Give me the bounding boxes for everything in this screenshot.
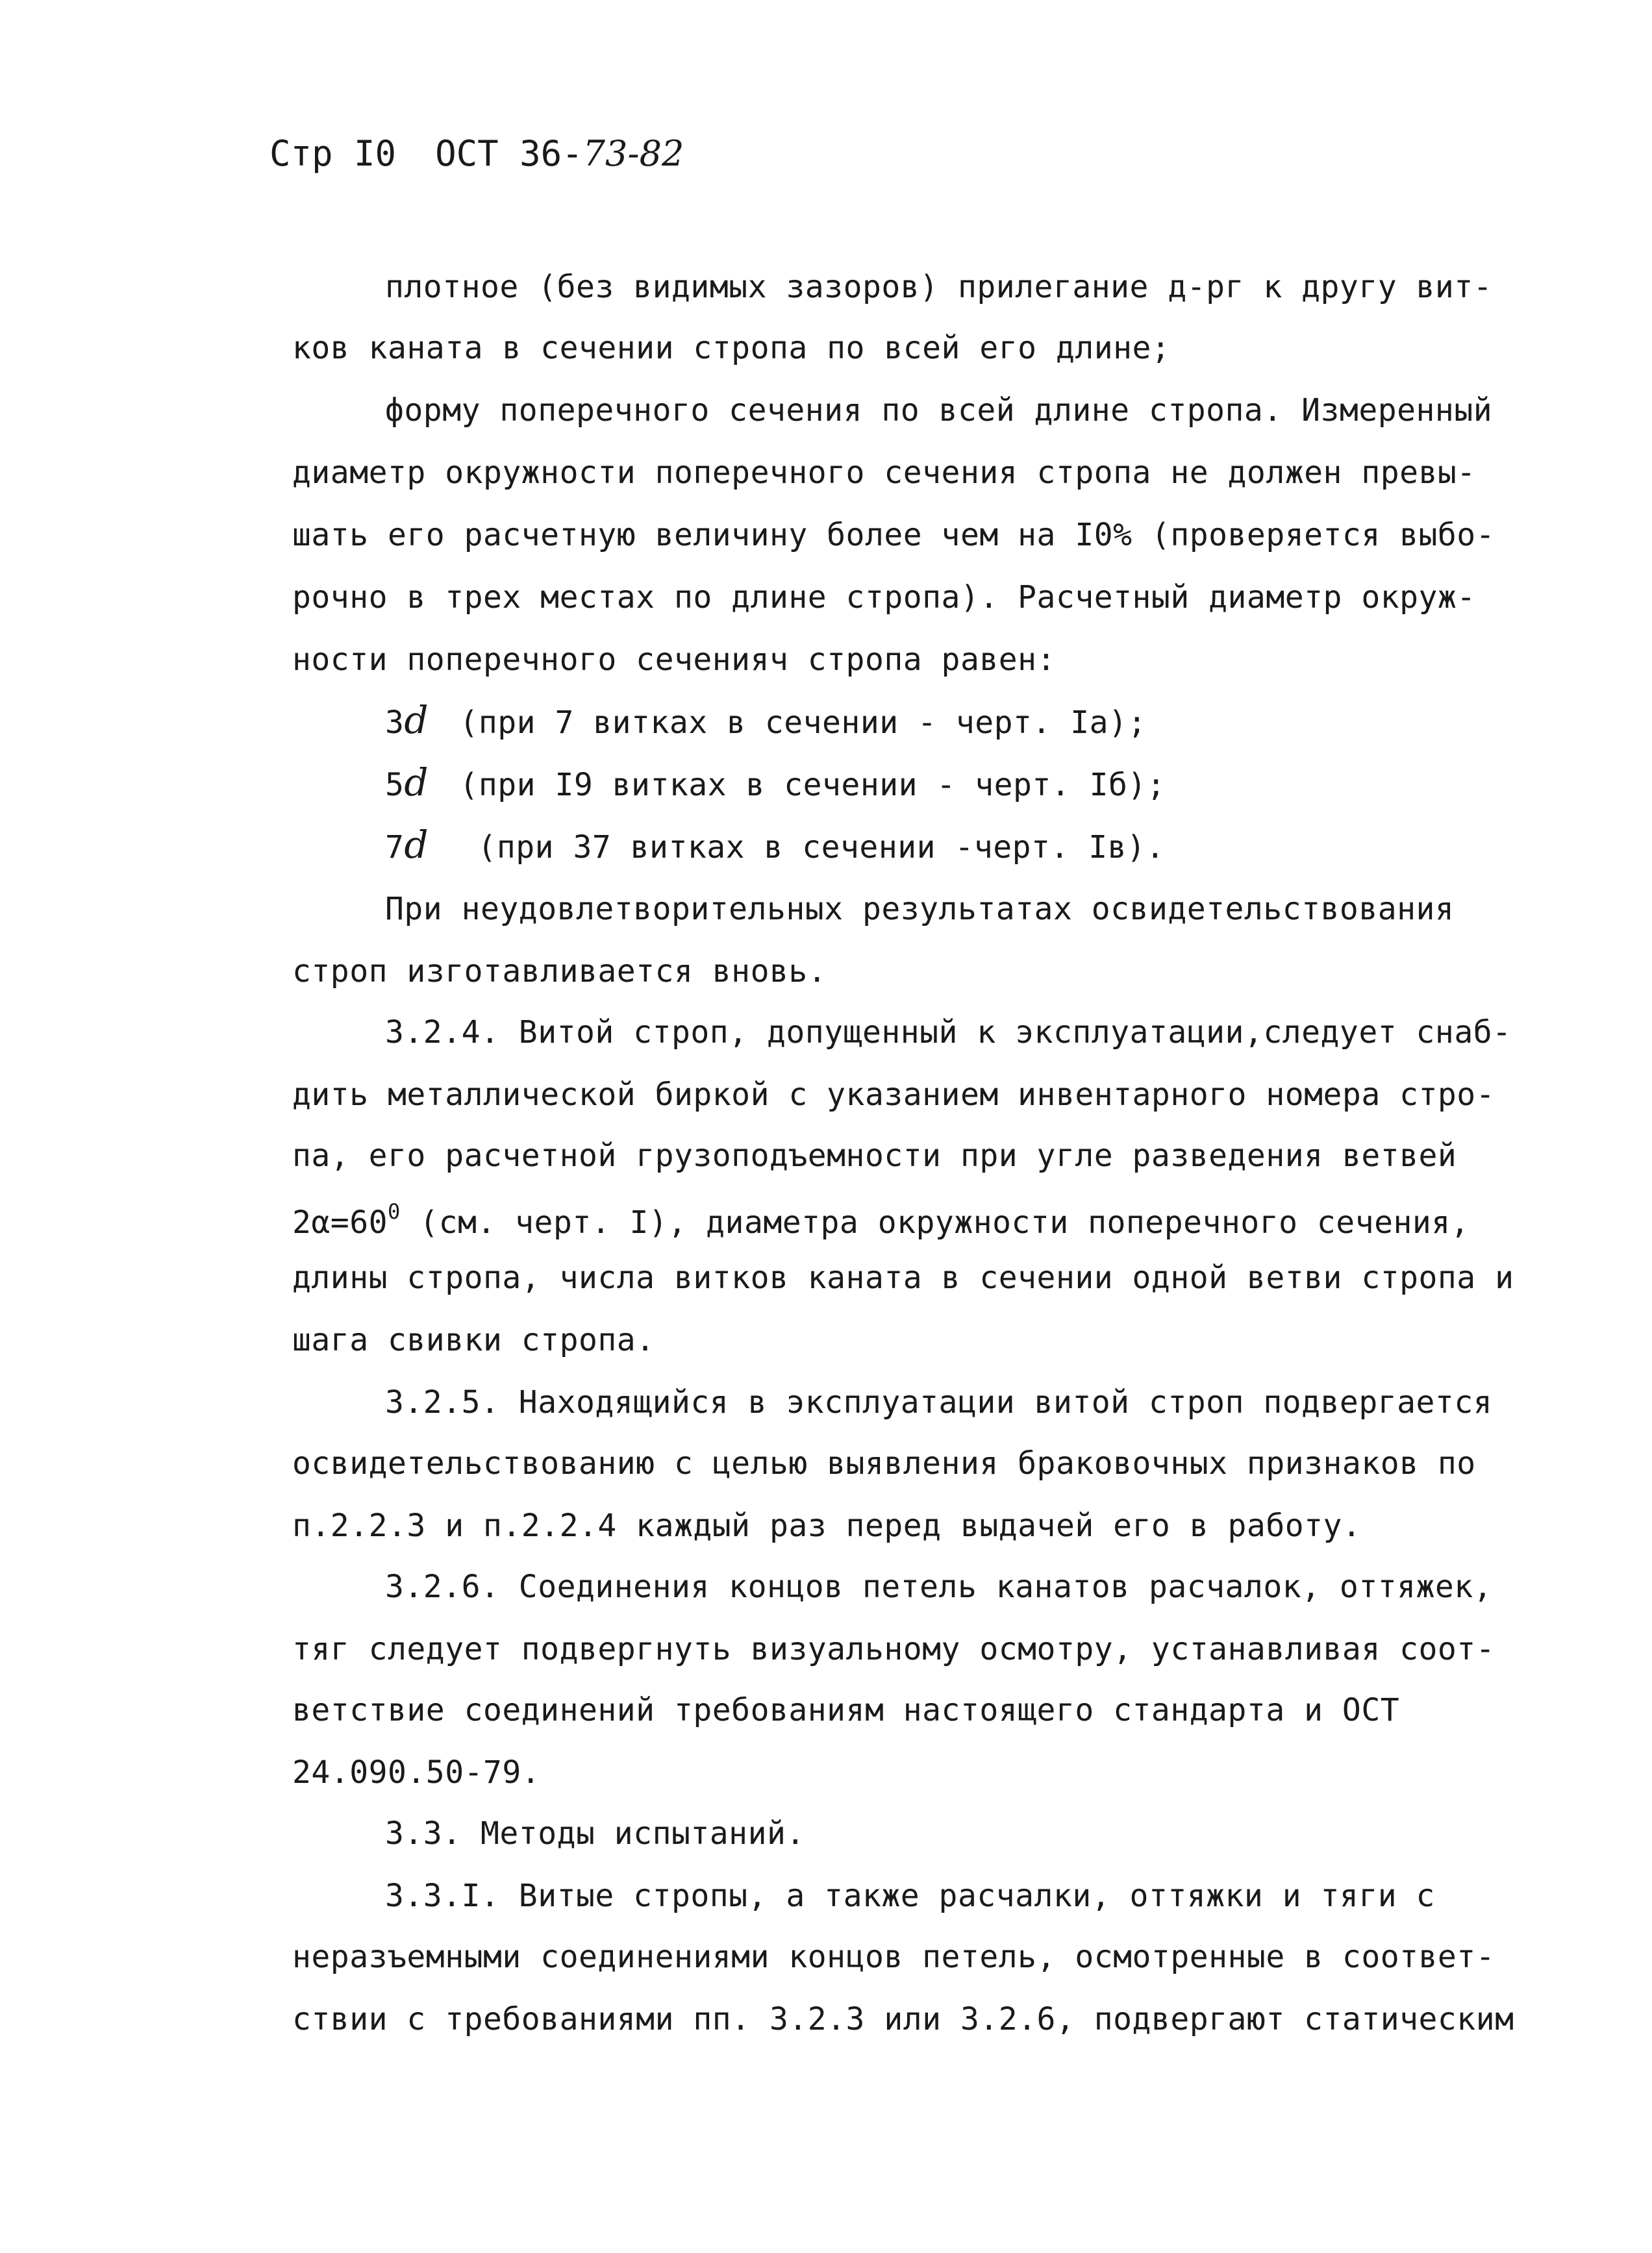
angle-rest: (см. черт. I), диаметра окружности поперечного сечения, xyxy=(400,1204,1470,1241)
text-line: шать его расчетную величину более чем на I0% (проверяется выбо- xyxy=(292,517,1496,553)
text-line: шага свивки стропа. xyxy=(292,1322,655,1358)
angle-value: 2α=60 xyxy=(292,1204,388,1241)
angle-line xyxy=(292,1199,1470,1241)
text-line: рочно в трех местах по длине стропа). Расчетный диаметр окруж- xyxy=(292,579,1476,616)
text-line: ков каната в сечении стропа по всей его длине; xyxy=(292,330,1171,366)
text-line: тяг следует подвергнуть визуальному осмотру, устанавливая соот- xyxy=(292,1631,1496,1667)
formula-factor: 5 xyxy=(385,767,405,803)
text-line: ствии с требованиями пп. 3.2.3 или 3.2.6, подвергают статическим xyxy=(292,2001,1514,2037)
formula-variable: d xyxy=(404,760,429,804)
text-line: строп изготавливается вновь. xyxy=(292,953,827,990)
text-line: длины стропа, числа витков каната в сечении одной ветви стропа и xyxy=(292,1260,1514,1296)
formula-factor: 3 xyxy=(385,704,405,741)
formula-text: (при 37 витках в сечении -черт. Iв). xyxy=(477,829,1165,865)
text-line: дить металлической биркой с указанием инвентарного номера стро- xyxy=(292,1077,1496,1113)
page-number: Стр I0 xyxy=(269,133,397,174)
text-line: форму поперечного сечения по всей длине стропа. Измеренный xyxy=(385,392,1493,429)
formula-text: (при 7 витках в сечении - черт. Iа); xyxy=(459,704,1147,741)
text-line: освидетельствованию с целью выявления браковочных признаков по xyxy=(292,1445,1476,1482)
page-header xyxy=(269,133,684,174)
text-line: 3.2.5. Находящийся в эксплуатации витой строп подвергается xyxy=(385,1384,1493,1421)
text-line: 3.2.4. Витой строп, допущенный к эксплуатации,следует снаб- xyxy=(385,1014,1512,1051)
text-line: плотное (без видимых зазоров) прилегание д-рг к другу вит- xyxy=(385,269,1493,305)
doc-code-handwritten: 73-82 xyxy=(582,133,684,174)
text-line: 3.3.I. Витые стропы, а также расчалки, оттяжки и тяги с xyxy=(385,1878,1435,1914)
section-heading: 3.3. Методы испытаний. xyxy=(385,1815,805,1852)
text-line: 3.2.6. Соединения концов петель канатов расчалок, оттяжек, xyxy=(385,1569,1493,1605)
formula-line xyxy=(385,698,1147,742)
formula-variable: d xyxy=(404,698,429,742)
doc-code-prefix: ОСТ 36- xyxy=(435,133,583,174)
text-line: ности поперечного сеченияч стропа равен: xyxy=(292,641,1056,678)
formula-variable: d xyxy=(404,823,429,867)
text-line: п.2.2.3 и п.2.2.4 каждый раз перед выдачей его в работу. xyxy=(292,1508,1362,1544)
formula-factor: 7 xyxy=(385,829,405,865)
formula-line xyxy=(385,823,1165,867)
text-line: ветствие соединений требованиям настоящего стандарта и ОСТ xyxy=(292,1692,1400,1728)
text-line: па, его расчетной грузоподъемности при угле разведения ветвей xyxy=(292,1138,1457,1174)
formula-line xyxy=(385,760,1166,804)
text-line: диаметр окружности поперечного сечения стропа не должен превы- xyxy=(292,454,1476,491)
text-line: При неудовлетворительных результатах освидетельствования xyxy=(385,891,1455,927)
formula-text: (при I9 витках в сечении - черт. Iб); xyxy=(459,767,1166,803)
degree-sup: 0 xyxy=(388,1199,401,1224)
text-line: 24.090.50-79. xyxy=(292,1754,541,1791)
text-line: неразъемными соединениями концов петель, осмотренные в соответ- xyxy=(292,1939,1496,1975)
